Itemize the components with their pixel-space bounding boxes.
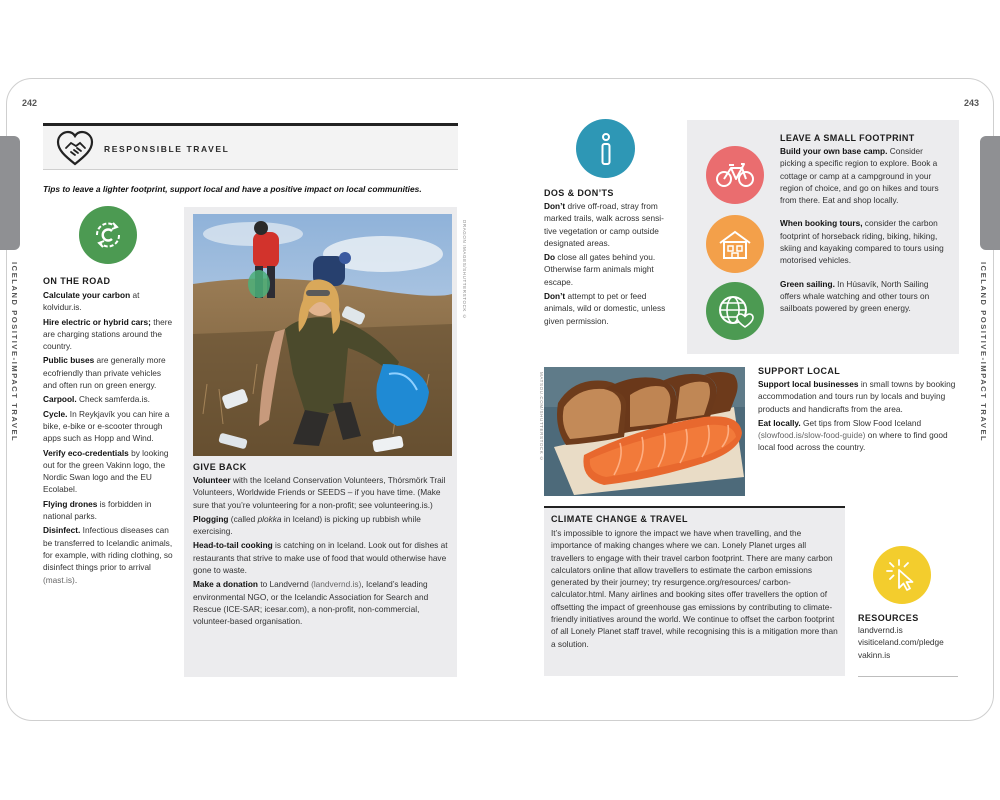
landvernd-link[interactable]: (landvernd.is) xyxy=(311,579,362,590)
support-local-section xyxy=(758,366,958,456)
dos-donts-para: Don’t drive off-road, stray from marked trails, walk across sensi-tive vegetation or camp outside designated areas. xyxy=(544,201,664,248)
dos-donts-para: Do close all gates behind you. Otherwise farm animals might escape. xyxy=(544,252,656,287)
left-side-label: ICELAND POSITIVE-IMPACT TRAVEL xyxy=(10,262,19,443)
intro-text: Tips to leave a lighter footprint, support local and have a positive impact on local communities. xyxy=(43,184,422,194)
road-item: Disinfect. Infectious diseases can be transferred to Icelandic animals, for example, with riding clothing, so disinfect things prior to arrival (mast.is). xyxy=(43,525,173,585)
dos-donts-section xyxy=(544,188,674,329)
house-icon xyxy=(706,215,764,273)
dos-donts-para: Don’t attempt to pet or feed animals, wild or domestic, unless given permission. xyxy=(544,291,666,326)
support-local-para: Eat locally. Get tips from Slow Food Iceland (slowfood.is/slow-food-guide) on where to find good local food across the country. xyxy=(758,417,948,453)
resources-section xyxy=(858,613,958,661)
on-the-road-list xyxy=(43,289,175,586)
resource-link[interactable]: vakinn.is xyxy=(858,649,891,660)
give-back-para: Plogging (called plokka in Iceland) is picking up rubbish while exercising. xyxy=(193,513,421,537)
cursor-click-icon xyxy=(873,546,931,604)
give-back-section xyxy=(193,462,455,630)
on-the-road-heading: ON THE ROAD xyxy=(43,276,111,286)
support-local-heading: SUPPORT LOCAL xyxy=(758,366,841,376)
page-number-left: 242 xyxy=(22,98,38,108)
bicycle-icon xyxy=(706,146,764,204)
climate-section xyxy=(551,514,839,650)
road-item: Verify eco-credentials by looking out for the green Vakinn logo, the Nordic Swan logo and the EU Ecolabel. xyxy=(43,447,169,495)
section-title: RESPONSIBLE TRAVEL xyxy=(104,144,230,154)
give-back-para: Make a donation to Landvernd (landvernd.is), Iceland’s leading environmental NGO, or the Icelandic Association for Search and Rescue (ICE-SAR; icesar.com), a non-profit, non-commercial, volunteer-based organisation. xyxy=(193,579,429,627)
footprint-para: Build your own base camp. Consider picking a specific region to explore. Book a cottage or camp at a campground in your region of choice, and go on hikes and tours from there. Eat and shop locally. xyxy=(780,146,939,206)
recycle-c-icon xyxy=(79,206,137,264)
footprint-section xyxy=(780,133,950,317)
photo-credit-left: DRAGON IMAGES/SHUTTERSTOCK © xyxy=(462,220,467,320)
road-item: Flying drones is forbidden in national parks. xyxy=(43,498,152,522)
section-header xyxy=(43,123,458,170)
bread-salmon-photo xyxy=(544,367,745,496)
volunteers-photo xyxy=(193,214,452,456)
footprint-heading: LEAVE A SMALL FOOTPRINT xyxy=(780,133,915,143)
road-item: Hire electric or hybrid cars; there are charging stations around the country. xyxy=(43,316,173,352)
give-back-heading: GIVE BACK xyxy=(193,462,247,472)
resources-heading: RESOURCES xyxy=(858,613,919,623)
resource-link[interactable]: visiticeland.com/pledge xyxy=(858,637,944,648)
globe-heart-icon xyxy=(706,282,764,340)
handshake-heart-icon xyxy=(55,130,95,173)
right-edge-tab xyxy=(980,136,1000,250)
mast-link[interactable]: (mast.is) xyxy=(43,574,75,585)
dos-donts-heading: DOS & DON’TS xyxy=(544,188,614,198)
road-item: Public buses are generally more ecofriendly than private vehicles and often run on green energy. xyxy=(43,355,166,391)
give-back-para: Head-to-tail cooking is catching on in Iceland. Look out for dishes at restaurants that strive to make use of food that would otherwise have gone to waste. xyxy=(193,540,448,576)
road-item: Calculate your carbon at kolvidur.is. xyxy=(43,290,140,313)
left-edge-tab xyxy=(0,136,20,250)
right-side-label: ICELAND POSITIVE-IMPACT TRAVEL xyxy=(979,262,988,443)
on-the-road-section xyxy=(43,276,175,588)
info-icon xyxy=(576,119,635,178)
footprint-para: Green sailing. In Húsavík, North Sailing offers whale watching and other tours on sailboats powered by green energy. xyxy=(780,278,930,314)
slowfood-link[interactable]: (slowfood.is/slow-food-guide) xyxy=(758,430,866,441)
give-back-para: Volunteer with the Iceland Conservation Volunteers, Thórsmörk Trail Volunteers, Worldwide Friends or SEEDS – if you have time. (Make sure that you’re volunteering for a non-profit; see volunteering.is.) xyxy=(193,475,446,510)
photo-credit-right: MATSOU.COM/SHUTTERSTOCK © xyxy=(539,372,544,462)
resource-link[interactable]: landvernd.is xyxy=(858,625,903,635)
page-number-right: 243 xyxy=(964,98,980,108)
resources-divider xyxy=(858,676,958,677)
footprint-para: When booking tours, consider the carbon footprint of horseback riding, biking, hiking, skiing and kayaking compared to tours using motorised vehicles. xyxy=(780,218,944,266)
road-item: Carpool. Check samferda.is. xyxy=(43,394,150,405)
climate-heading: CLIMATE CHANGE & TRAVEL xyxy=(551,514,688,524)
road-item: Cycle. In Reykjavík you can hire a bike, e-bike or e-scooter through apps such as Hopp and Wind. xyxy=(43,408,170,444)
climate-body: It’s impossible to ignore the impact we have when travelling, and the importance of making changes where we can. Lonely Planet urges all travellers to engage with their travel carbon footprint. There are many carbon calculators online that allow travellers to estimate the carbon emissions generated by their journey; try resurgence.org/resources/ carbon-calculator.html. Many airlines and booking sites offer travellers the option of offsetting the impact of greenhouse gas emissions by contributing to climate-friendly initiatives around the world. We continue to offset the carbon footprint of all Lonely Planet staff travel, while recognising this is a mitigation more than a solution. xyxy=(551,528,838,649)
support-local-para: Support local businesses in small towns by booking accommodation and tours run by locals and buying products and handicrafts from the area. xyxy=(758,379,956,414)
